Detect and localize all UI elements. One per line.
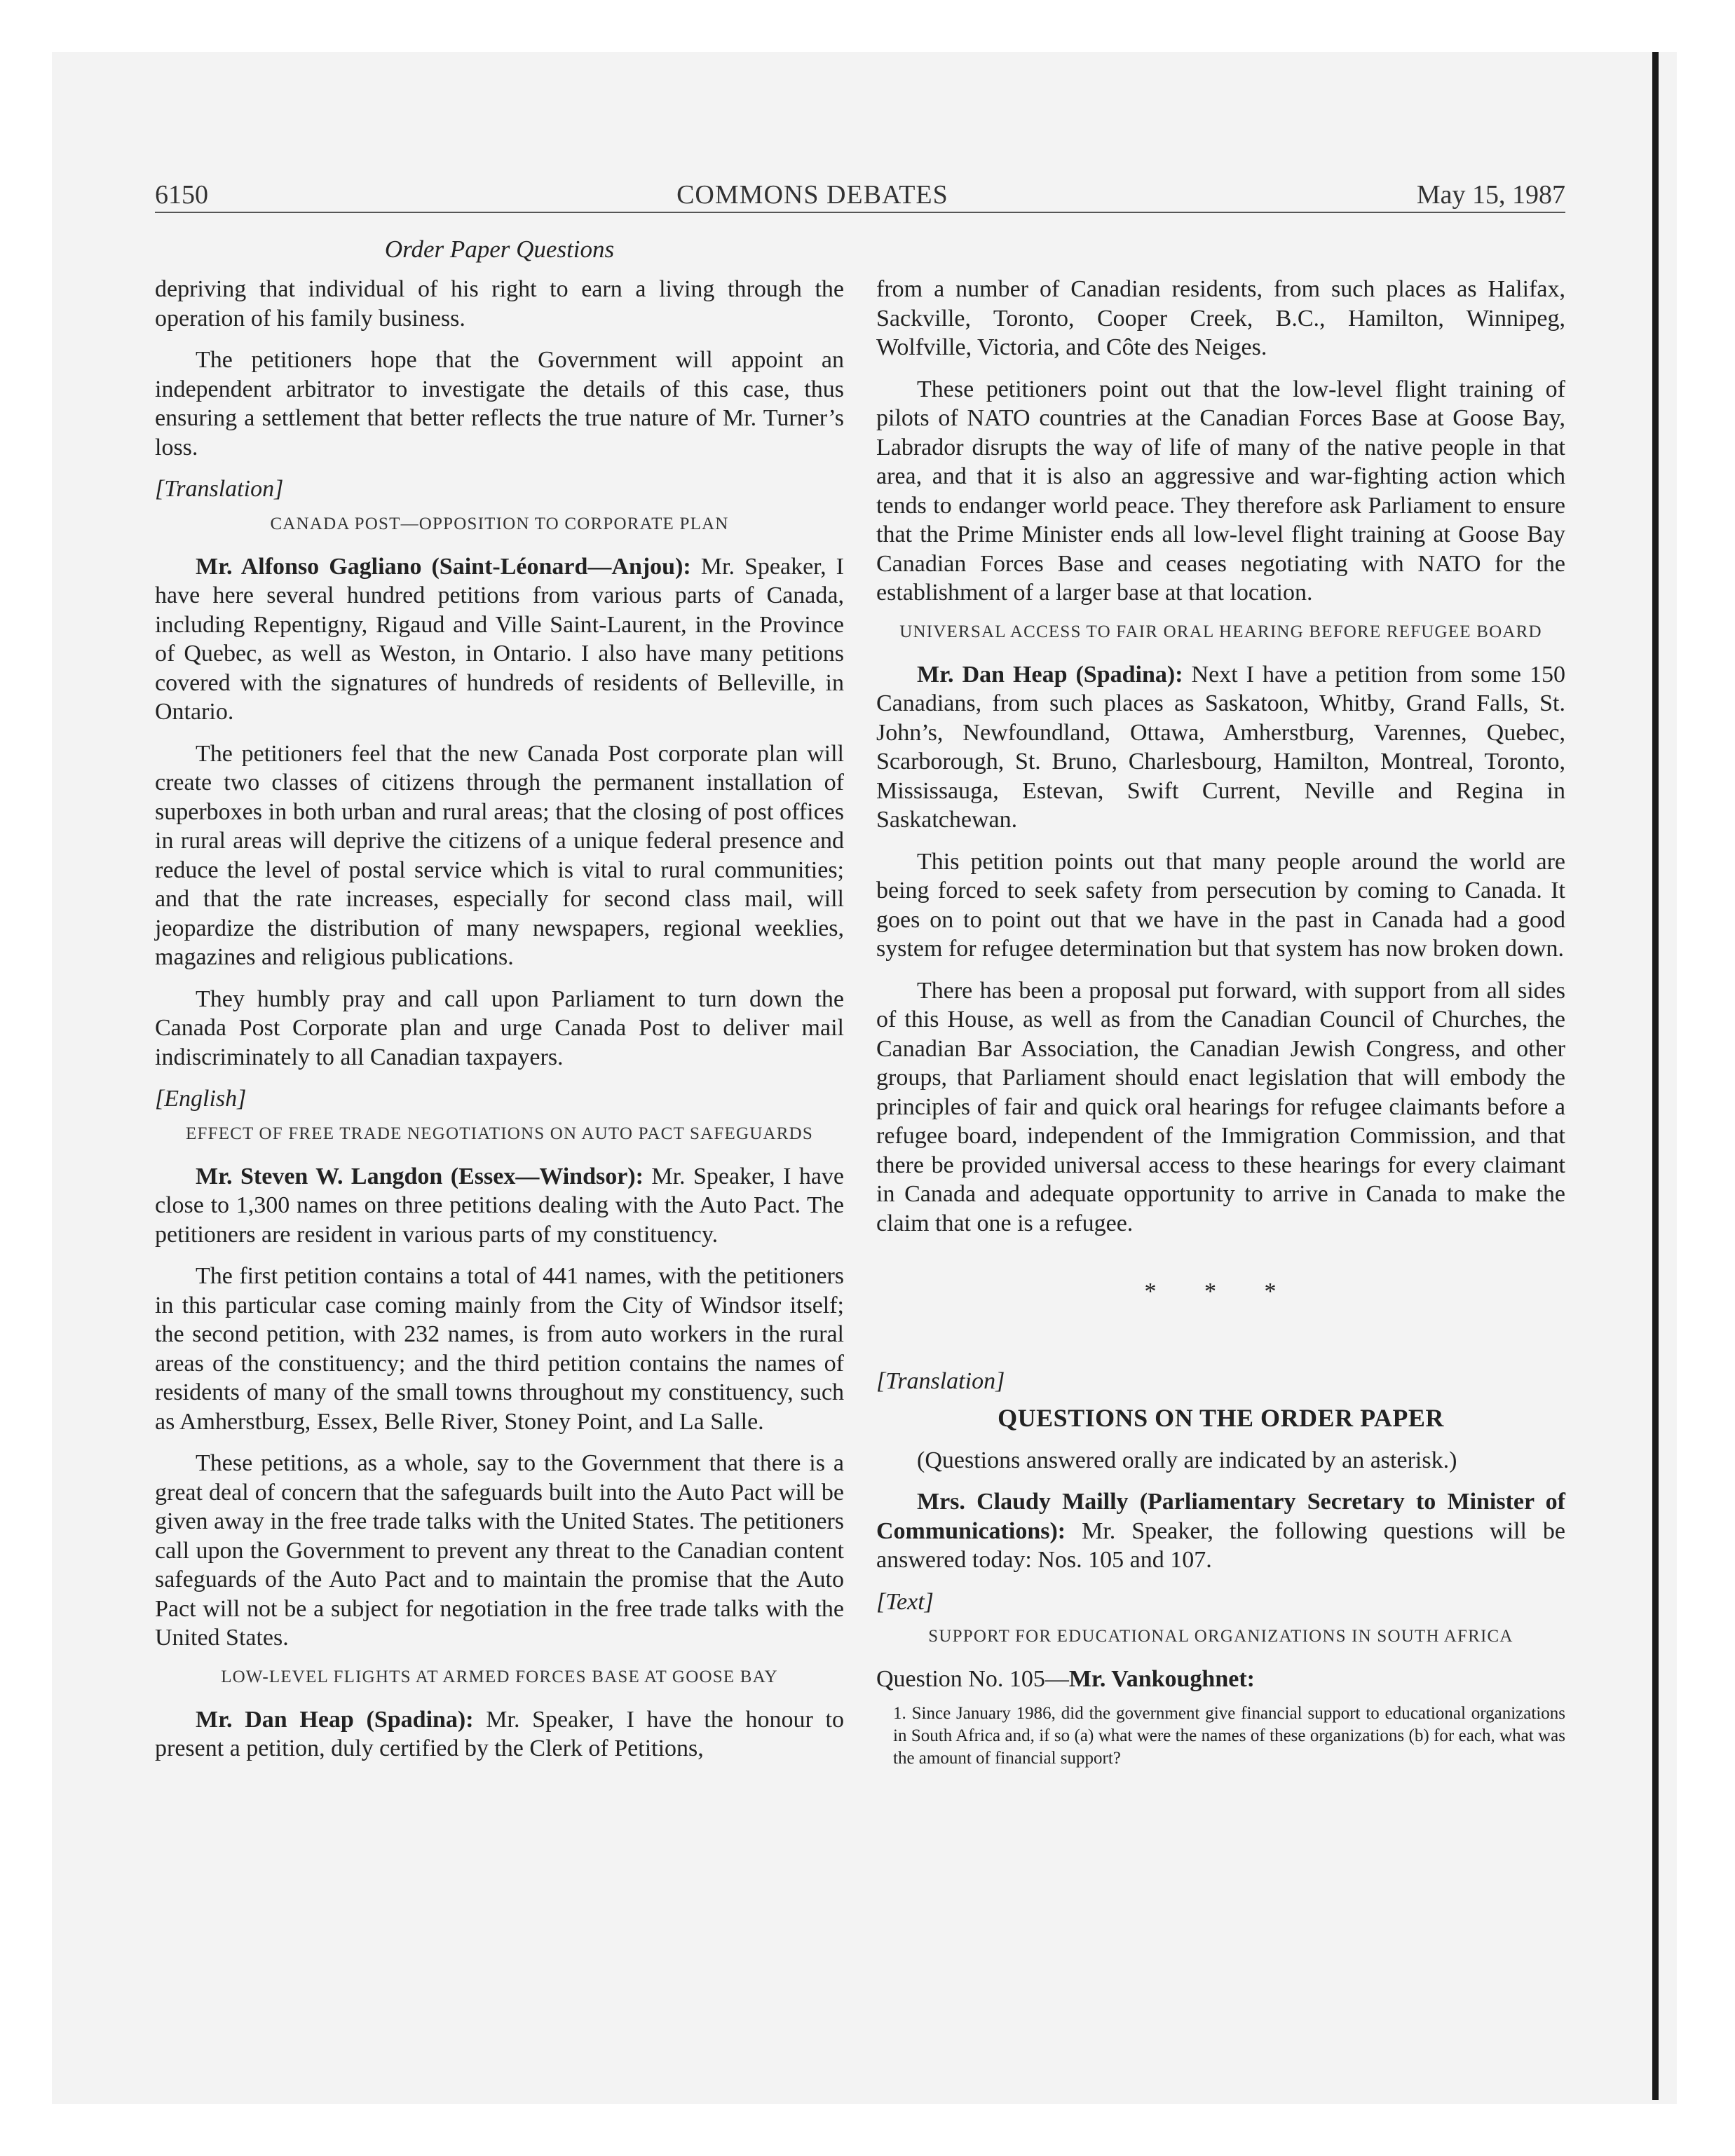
speaker-name: Mr. Dan Heap (Spadina): xyxy=(196,1706,474,1733)
speaker-name: Mr. Dan Heap (Spadina): xyxy=(917,661,1183,688)
speech-text: Next I have a petition from some 150 Canadians, from such places as Saskatoon, Whitby, Grand Falls, St. John’s, Newfoundland, Ottawa, Amherstburg, Varennes, Quebec, Scarborough, St. Bruno, Charlesbourg, Hamilton, Montreal, Toronto, Mississauga, Estevan, Swift Current, Neville and Regina in Saskatchewan. xyxy=(876,661,1566,833)
question-line xyxy=(876,1665,1565,1694)
section-heading: LOW-LEVEL FLIGHTS AT ARMED FORCES BASE AT GOOSE BAY xyxy=(221,1667,778,1686)
left-column xyxy=(155,275,844,1776)
right-column xyxy=(876,275,1565,1770)
paragraph xyxy=(876,1487,1565,1575)
speaker-name: Mrs. Claudy Mailly (Parliamentary Secretary to Minister of Communications): xyxy=(876,1489,1565,1544)
paragraph: There has been a proposal put forward, with support from all sides of this House, as well as from the Canadian Council of Churches, the Canadian Bar Association, the Canadian Jewish Congress, and other groups, that Parliament should enact legislation that will embody the principles of fair and quick oral hearings for refugee claimants before a refugee board, independent of the Immigration Commission, and that there be provided universal access to these hearings for every claimant in Canada and adequate opportunity to arrive in Canada to make the claim that one is a refugee. xyxy=(876,977,1565,1236)
section-break: * * * xyxy=(1144,1278,1298,1304)
speaker-name: Mr. Steven W. Langdon (Essex—Windsor): xyxy=(196,1163,644,1189)
running-head: Order Paper Questions xyxy=(384,236,615,263)
language-label: [Text] xyxy=(876,1588,934,1615)
publication-title: COMMONS DEBATES xyxy=(676,180,948,210)
speech-text: Mr. Speaker, the following questions will be answered today: Nos. 105 and 107. xyxy=(876,1517,1565,1573)
paragraph: The petitioners feel that the new Canada Post corporate plan will create two classes of citizens through the permanent installation of superboxes in both urban and rural areas; that the closing of post offices in rural areas will deprive the citizens of a unique federal presence and reduce the level of postal service which is vital to rural communities; and that the rate increases, especially for second class mail, will jeopardize the distribution of many newspapers, regional weeklies, magazines and religious publications. xyxy=(155,740,844,970)
section-heading: EFFECT OF FREE TRADE NEGOTIATIONS ON AUTO PACT SAFEGUARDS xyxy=(186,1124,813,1143)
paragraph: This petition points out that many people around the world are being forced to seek safety from persecution by coming to Canada. It goes on to point out that we have in the past in Canada had a good system for refugee determination but that system has now broken down. xyxy=(876,848,1565,962)
paragraph: These petitioners point out that the low-level flight training of pilots of NATO countries at the Canadian Forces Base at Goose Bay, Labrador disrupts the way of life of many of the native people in that area, and that it is also an aggressive and war-fighting action which tends to endanger world peace. They therefore ask Parliament to ensure that the Prime Minister ends all low-level flight training at Goose Bay Canadian Forces Base and ceases negotiating with NATO for the establishment of a larger base at that location. xyxy=(876,376,1565,606)
paragraph xyxy=(155,1162,844,1250)
section-heading: CANADA POST—OPPOSITION TO CORPORATE PLAN xyxy=(270,514,729,533)
paragraph xyxy=(155,1705,844,1763)
page-edge-bar xyxy=(1652,52,1659,2100)
speech-text: Mr. Speaker, I have here several hundred petitions from various parts of Canada, including Repentigny, Rigaud and Ville Saint-Laurent, in the Province of Quebec, as well as Weston, in Ontario. I also have many petitions covered with the signatures of hundreds of residents of Belleville, in Ontario. xyxy=(155,553,844,725)
language-label: [English] xyxy=(155,1086,247,1112)
speech-text: Mr. Speaker, I have the honour to present a petition, duly certified by the Clerk of Petitions, xyxy=(155,1706,844,1761)
paragraph: depriving that individual of his right to earn a living through the operation of his family business. xyxy=(155,276,844,332)
page-header xyxy=(155,179,1565,210)
paragraph: They humbly pray and call upon Parliament to turn down the Canada Post Corporate plan and urge Canada Post to deliver mail indiscriminately to all Canadian taxpayers. xyxy=(155,985,844,1070)
paragraph xyxy=(876,660,1565,835)
paragraph: The first petition contains a total of 441 names, with the petitioners in this particular case coming mainly from the City of Windsor itself; the second petition, with 232 names, is from auto workers in the rural areas of the constituency; and the third petition contains the names of residents of many of the small towns throughout my constituency, such as Amherstburg, Essex, Belle River, Stoney Point, and La Salle. xyxy=(155,1263,844,1435)
section-heading: SUPPORT FOR EDUCATIONAL ORGANIZATIONS IN SOUTH AFRICA xyxy=(928,1627,1513,1646)
page-date: May 15, 1987 xyxy=(1416,180,1565,210)
paragraph: (Questions answered orally are indicated by an asterisk.) xyxy=(917,1447,1457,1473)
question-number: Question No. 105— xyxy=(876,1666,1069,1692)
section-title: QUESTIONS ON THE ORDER PAPER xyxy=(998,1404,1444,1432)
speech-text: Mr. Speaker, I have close to 1,300 names on three petitions dealing with the Auto Pact. The petitioners are resident in various parts of my constituency. xyxy=(155,1163,844,1248)
paragraph xyxy=(155,552,844,727)
header-rule xyxy=(155,212,1565,213)
question-text: 1. Since January 1986, did the government give financial support to educational organizations in South Africa and, if so (a) what were the names of these organizations (b) for each, what was the amount of financial support? xyxy=(893,1703,1565,1768)
language-label: [Translation] xyxy=(876,1367,1005,1394)
section-heading: UNIVERSAL ACCESS TO FAIR ORAL HEARING BEFORE REFUGEE BOARD xyxy=(899,622,1542,641)
paragraph: The petitioners hope that the Government will appoint an independent arbitrator to investigate the details of this case, thus ensuring a settlement that better reflects the true nature of Mr. Turner’s loss. xyxy=(155,347,844,460)
language-label: [Translation] xyxy=(155,476,284,502)
paragraph: from a number of Canadian residents, from such places as Halifax, Sackville, Toronto, Cooper Creek, B.C., Hamilton, Winnipeg, Wolfville, Victoria, and Côte des Neiges. xyxy=(876,276,1565,360)
speaker-name: Mr. Alfonso Gagliano (Saint-Léonard—Anjou): xyxy=(196,553,691,580)
question-member: Mr. Vankoughnet: xyxy=(1068,1666,1255,1692)
paragraph: These petitions, as a whole, say to the Government that there is a great deal of concern that the safeguards built into the Auto Pact will be given away in the free trade talks with the United States. The petitioners call upon the Government to prevent any threat to the Canadian content safeguards of the Auto Pact and to maintain the promise that the Auto Pact will not be a subject for negotiation in the free trade talks with the United States. xyxy=(155,1450,844,1651)
page-number: 6150 xyxy=(155,180,208,210)
